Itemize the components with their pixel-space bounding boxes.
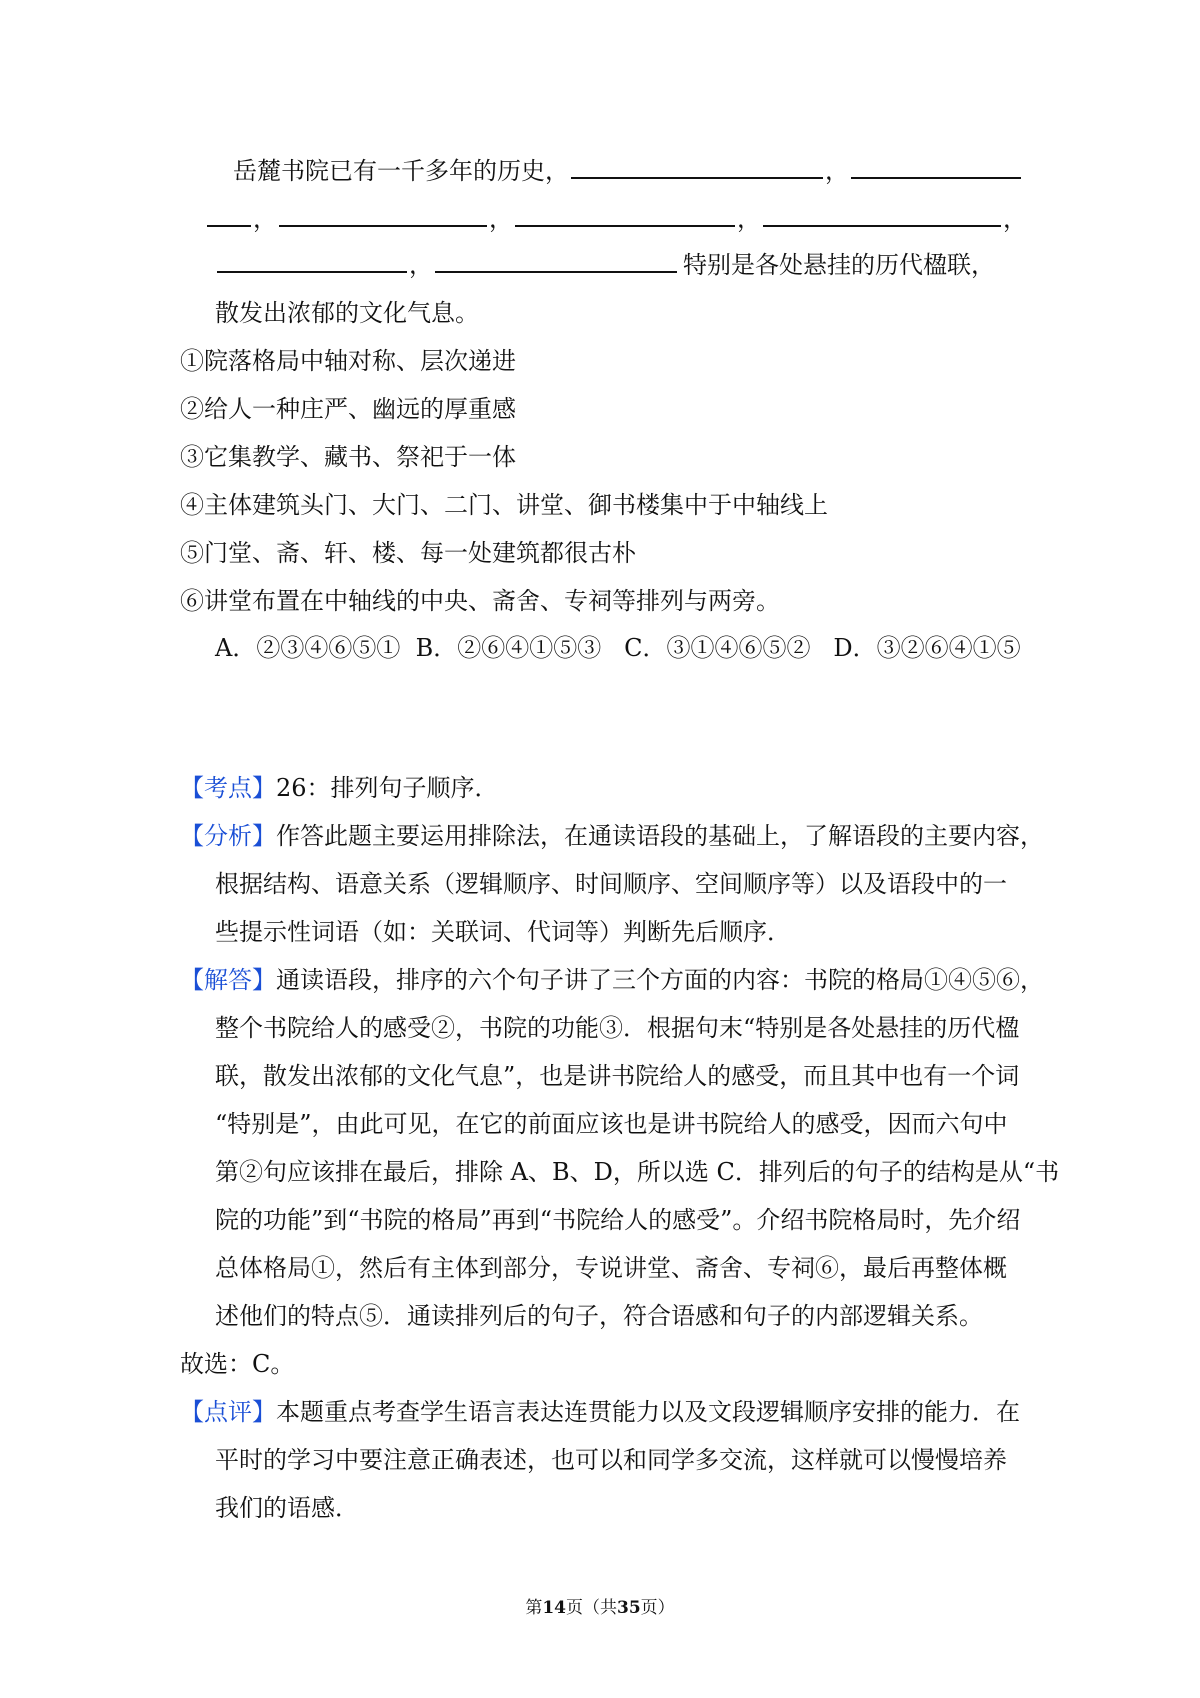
kaodian-text: 26：排列句子顺序．	[276, 774, 499, 802]
question-stem-line-2	[205, 203, 1027, 235]
jieda-line-2: 整个书院给人的感受②，书院的功能③．根据句末“特别是各处悬挂的历代楹	[215, 1014, 1020, 1042]
answer-blank	[435, 251, 677, 273]
question-stem-line-1	[233, 155, 1023, 187]
fenxi-line-2: 根据结构、语意关系（逻辑顺序、时间顺序、空间顺序等）以及语段中的一	[215, 870, 1007, 898]
fenxi-line-1	[180, 820, 1044, 852]
kaodian-line	[180, 772, 499, 804]
answer-blank	[217, 251, 407, 273]
kaodian-tag: 【考点】	[180, 774, 276, 802]
jieda-line-6: 院的功能”到“书院的格局”再到“书院给人的感受”。介绍书院格局时，先介绍	[215, 1206, 1021, 1234]
sentence-item: ⑤门堂、斋、轩、楼、每一处建筑都很古朴	[180, 539, 636, 567]
answer-blank	[571, 157, 823, 179]
separator: ，	[825, 157, 849, 185]
jieda-line-5: 第②句应该排在最后，排除 A、B、D，所以选 C．排列后的句子的结构是从“书	[215, 1158, 1060, 1186]
sentence-item: ①院落格局中轴对称、层次递进	[180, 347, 516, 375]
dianping-line-1	[180, 1396, 1020, 1428]
stem-start: 岳麓书院已有一千多年的历史，	[233, 157, 569, 185]
dianping-line-3: 我们的语感．	[215, 1494, 359, 1522]
answer-blank	[851, 157, 1021, 179]
separator: ，	[1003, 205, 1027, 233]
dianping-tag: 【点评】	[180, 1398, 276, 1426]
current-page-number: 14	[542, 1598, 566, 1618]
jieda-tag: 【解答】	[180, 966, 276, 994]
jieda-text: 通读语段，排序的六个句子讲了三个方面的内容：书院的格局①④⑤⑥，	[276, 966, 1044, 994]
footer-middle: 页（共	[566, 1598, 617, 1618]
page-footer	[0, 1593, 1200, 1618]
jieda-line-4: “特别是”，由此可见，在它的前面应该也是讲书院给人的感受，因而六句中	[215, 1110, 1008, 1138]
jieda-line-7: 总体格局①，然后有主体到部分，专说讲堂、斋舍、专祠⑥，最后再整体概	[215, 1254, 1007, 1282]
jieda-line-8: 述他们的特点⑤．通读排列后的句子，符合语感和句子的内部逻辑关系。	[215, 1302, 983, 1330]
answer-blank	[763, 205, 1001, 227]
dianping-text: 本题重点考查学生语言表达连贯能力以及文段逻辑顺序安排的能力．在	[276, 1398, 1020, 1426]
footer-suffix: 页）	[640, 1598, 675, 1618]
stem-middle: 特别是各处悬挂的历代楹联，	[683, 251, 995, 279]
question-stem-line-3	[215, 249, 995, 281]
fenxi-tag: 【分析】	[180, 822, 276, 850]
separator: ，	[409, 251, 433, 279]
footer-prefix: 第	[525, 1598, 543, 1618]
dianping-line-2: 平时的学习中要注意正确表述，也可以和同学多交流，这样就可以慢慢培养	[215, 1446, 1007, 1474]
sentence-item: ④主体建筑头门、大门、二门、讲堂、御书楼集中于中轴线上	[180, 491, 828, 519]
jieda-line-1	[180, 964, 1044, 996]
separator: ，	[489, 205, 513, 233]
question-stem-line-4	[215, 297, 479, 329]
sentence-item: ③它集教学、藏书、祭祀于一体	[180, 443, 516, 471]
final-answer: 故选：C。	[180, 1350, 295, 1378]
total-page-number: 35	[617, 1598, 641, 1618]
answer-blank	[207, 205, 251, 227]
jieda-line-3: 联，散发出浓郁的文化气息”，也是讲书院给人的感受，而且其中也有一个词	[215, 1062, 1020, 1090]
separator: ，	[737, 205, 761, 233]
answer-options: A．②③④⑥⑤① B．②⑥④①⑤③ C．③①④⑥⑤② D．③②⑥④①⑤	[215, 634, 1021, 662]
answer-blank	[279, 205, 487, 227]
sentence-item: ⑥讲堂布置在中轴线的中央、斋舍、专祠等排列与两旁。	[180, 587, 780, 615]
sentence-item: ②给人一种庄严、幽远的厚重感	[180, 395, 516, 423]
fenxi-line-3: 些提示性词语（如：关联词、代词等）判断先后顺序．	[215, 918, 791, 946]
answer-blank	[515, 205, 735, 227]
separator: ，	[253, 205, 277, 233]
stem-end: 散发出浓郁的文化气息。	[215, 299, 479, 327]
fenxi-text: 作答此题主要运用排除法，在通读语段的基础上，了解语段的主要内容，	[276, 822, 1044, 850]
